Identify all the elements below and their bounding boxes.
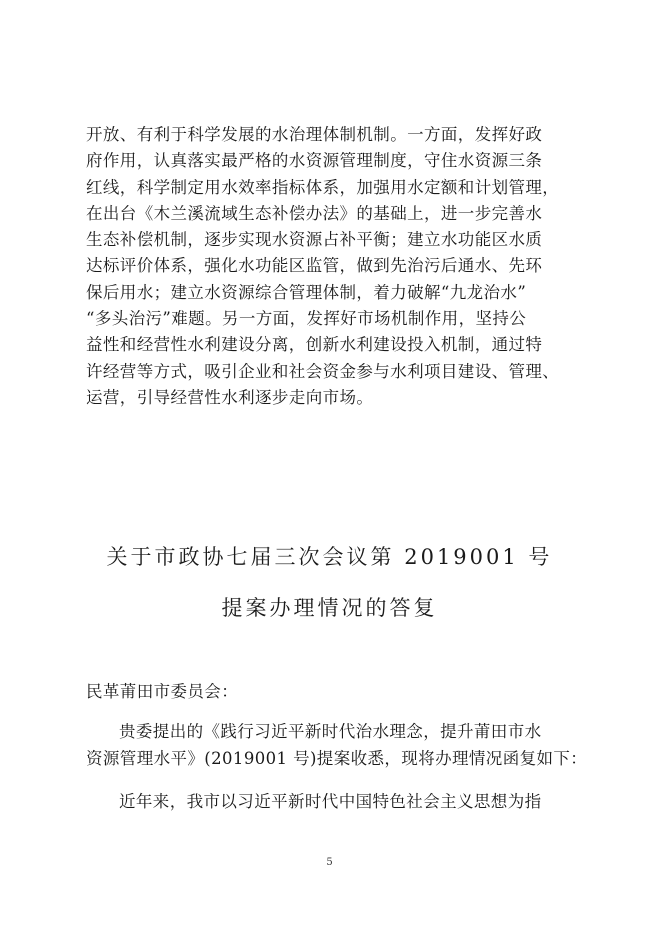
- paragraph-line: 近年来，我市以习近平新时代中国特色社会主义思想为指: [119, 792, 542, 811]
- paragraph-line: 开放、有利于科学发展的水治理体制机制。一方面，发挥好政: [86, 125, 543, 144]
- document-title-line-1: 关于市政协七届三次会议第 2019001 号: [106, 545, 553, 569]
- paragraph-line: 贵委提出的《践行习近平新时代治水理念，提升莆田市水: [119, 722, 542, 741]
- paragraph-line: 在出台《木兰溪流域生态补偿办法》的基础上，进一步完善水: [86, 203, 543, 223]
- document-title-line-2: 提案办理情况的答复: [221, 596, 438, 620]
- paragraph-line: 运营，引导经营性水利逐步走向市场。: [86, 387, 374, 407]
- paragraph-line: 红线，科学制定用水效率指标体系，加强用水定额和计划管理，: [86, 177, 560, 197]
- paragraph-line: 益性和经营性水利建设分离，创新水利建设投入机制，通过特: [86, 335, 543, 355]
- intro-paragraph: [86, 122, 598, 411]
- salutation: 民革莆田市委员会：: [86, 682, 239, 701]
- paragraph-line: 府作用，认真落实最严格的水资源管理制度，守住水资源三条: [86, 151, 543, 171]
- reply-body: [86, 719, 598, 816]
- page-number: 5: [326, 857, 333, 868]
- paragraph-line: 许经营等方式，吸引企业和社会资金参与水利项目建设、管理、: [86, 361, 560, 381]
- paragraph-line: 达标评价体系，强化水功能区监管，做到先治污后通水、先环: [86, 256, 543, 276]
- paragraph-line: 生态补偿机制，逐步实现水资源占补平衡；建立水功能区水质: [86, 230, 543, 250]
- paragraph-line: 资源管理水平》(2019001 号)提案收悉，现将办理情况函复如下：: [86, 748, 588, 768]
- paragraph-line: 保后用水；建立水资源综合管理体制，着力破解“九龙治水”: [86, 282, 527, 302]
- paragraph-line: “多头治污”难题。另一方面，发挥好市场机制作用，坚持公: [86, 309, 527, 329]
